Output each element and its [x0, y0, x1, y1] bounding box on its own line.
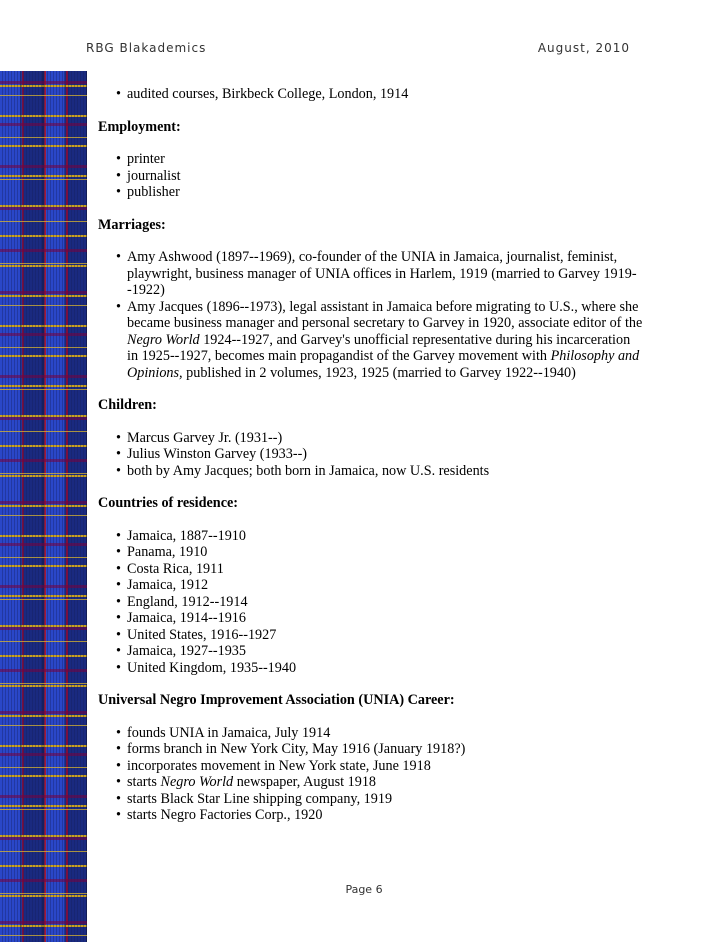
list-item: • printer	[116, 151, 643, 168]
marriages-heading: Marriages:	[98, 216, 166, 233]
list-item: • England, 1912--1914	[116, 594, 643, 611]
list-item: • Amy Ashwood (1897--1969), co-founder of the UNIA in Jamaica, journalist, feminist, playwright, business manager of UNIA offices in Harlem, 1919 (married to Garvey 1919--1922)	[116, 249, 643, 299]
list-item: • starts Negro Factories Corp., 1920	[116, 807, 643, 824]
children-list	[98, 430, 643, 480]
list-item: • Jamaica, 1912	[116, 577, 643, 594]
header-date: August, 2010	[537, 41, 630, 55]
list-item: • starts Negro World newspaper, August 1918	[116, 774, 643, 791]
list-item: • United Kingdom, 1935--1940	[116, 660, 643, 677]
list-item: • Costa Rica, 1911	[116, 561, 643, 578]
page-number: Page 6	[345, 883, 383, 896]
list-item: • starts Black Star Line shipping company, 1919	[116, 791, 643, 808]
employment-heading: Employment:	[98, 118, 181, 135]
countries-list	[98, 528, 643, 677]
list-item: • Marcus Garvey Jr. (1931--)	[116, 430, 643, 447]
marriages-list	[98, 249, 643, 381]
list-item: • Panama, 1910	[116, 544, 643, 561]
list-item: • founds UNIA in Jamaica, July 1914	[116, 725, 643, 742]
header-title: RBG Blakademics	[86, 41, 207, 55]
list-item: • Jamaica, 1914--1916	[116, 610, 643, 627]
list-item: • Jamaica, 1887--1910	[116, 528, 643, 545]
list-item: • incorporates movement in New York state, June 1918	[116, 758, 643, 775]
list-item: • journalist	[116, 168, 643, 185]
countries-heading: Countries of residence:	[98, 495, 239, 511]
children-heading: Children:	[98, 397, 157, 413]
publication-title: Philosophy and Opinions,	[127, 348, 640, 381]
list-item: • Julius Winston Garvey (1933--)	[116, 446, 643, 463]
unia-list	[98, 725, 643, 824]
document-body	[98, 86, 643, 824]
list-item: • Amy Jacques (1896--1973), legal assistant in Jamaica before migrating to U.S., where she became business manager and personal secretary to Garvey in 1920, associate editor of the Negro World 1924--1927, and Garvey's unofficial representative during his incarceration in 1925--1927, becomes main propagandist of the Garvey movement with Philosophy and Opinions, published in 2 volumes, 1923, 1925 (married to Garvey 1922--1940)	[116, 299, 643, 382]
list-item: • forms branch in New York City, May 1916 (January 1918?)	[116, 741, 643, 758]
list-item: • both by Amy Jacques; both born in Jamaica, now U.S. residents	[116, 463, 643, 480]
kente-cloth-border	[0, 71, 87, 942]
unia-heading: Universal Negro Improvement Association (UNIA) Career:	[98, 692, 455, 708]
list-item: • Jamaica, 1927--1935	[116, 643, 643, 660]
publication-title: Negro World	[160, 774, 234, 790]
list-item: • audited courses, Birkbeck College, London, 1914	[116, 86, 643, 103]
education-list	[98, 86, 643, 103]
list-item: • publisher	[116, 184, 643, 201]
employment-list	[98, 151, 643, 201]
publication-title: Negro World	[127, 331, 200, 348]
list-item: • United States, 1916--1927	[116, 627, 643, 644]
